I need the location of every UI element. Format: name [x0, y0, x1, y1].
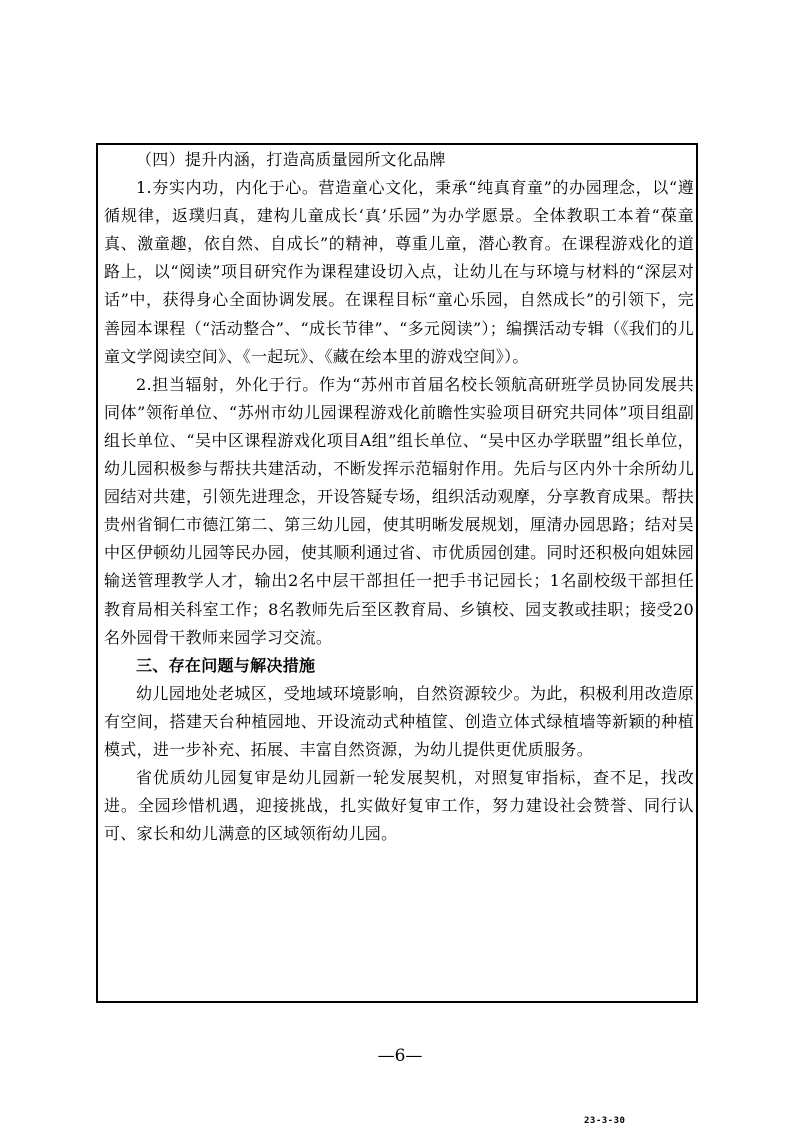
section-heading-3: 三、存在问题与解决措施 [136, 655, 316, 675]
page-number: —6— [377, 1046, 423, 1066]
document-body [104, 146, 694, 848]
section-heading-4: （四）提升内涵，打造高质量园所文化品牌 [136, 150, 446, 169]
paragraph-2: 2.担当辐射，外化于行。作为“苏州市首届名校长领航高研班学员协同发展共同体”领衔单位、“苏州市幼儿园课程游戏化前瞻性实验项目研究共同体”项目组副组长单位、“吴中区课程游戏化项目A组”组长单位、“吴中区办学联盟”组长单位，幼儿园积极参与帮扶共建活动，不断发挥示范辐射作用。先后与区内外十余所幼儿园结对共建，引领先进理念，开设答疑专场，组织活动观摩，分享教育成果。帮扶贵州省铜仁市德江第二、第三幼儿园，使其明晰发展规划，厘清办园思路；结对吴中区伊顿幼儿园等民办园，使其顺利通过省、市优质园创建。同时还积极向姐妹园输送管理教学人才，输出2名中层干部担任一把手书记园长；1名副校级干部担任教育局相关科室工作；8名教师先后至区教育局、乡镇校、园支教或挂职；接受20名外园骨干教师来园学习交流。 [104, 374, 694, 647]
paragraph-3: 幼儿园地处老城区，受地域环境影响，自然资源较少。为此，积极利用改造原有空间，搭建天台种植园地、开设流动式种植筐、创造立体式绿植墙等新颖的种植模式，进一步补充、拓展、丰富自然资源，为幼儿提供更优质服务。 [104, 683, 694, 759]
date-stamp: 23-3-30 [584, 1116, 626, 1126]
paragraph-4: 省优质幼儿园复审是幼儿园新一轮发展契机，对照复审指标，查不足，找改进。全园珍惜机遇，迎接挑战，扎实做好复审工作，努力建设社会赞誉、同行认可、家长和幼儿满意的区域领衔幼儿园。 [104, 768, 694, 844]
paragraph-1: 1.夯实内功，内化于心。营造童心文化，秉承“纯真育童”的办园理念，以“遵循规律，返璞归真，建构儿童成长‘真’乐园”为办学愿景。全体教职工本着“葆童真、激童趣，依自然、自成长”的精神，尊重儿童，潜心教育。在课程游戏化的道路上，以“阅读”项目研究作为课程建设切入点，让幼儿在与环境与材料的“深层对话”中，获得身心全面协调发展。在课程目标“童心乐园，自然成长”的引领下，完善园本课程（“活动整合”、“成长节律”、“多元阅读”）；编撰活动专辑（《我们的儿童文学阅读空间》、《一起玩》、《藏在绘本里的游戏空间》）。 [104, 178, 694, 366]
